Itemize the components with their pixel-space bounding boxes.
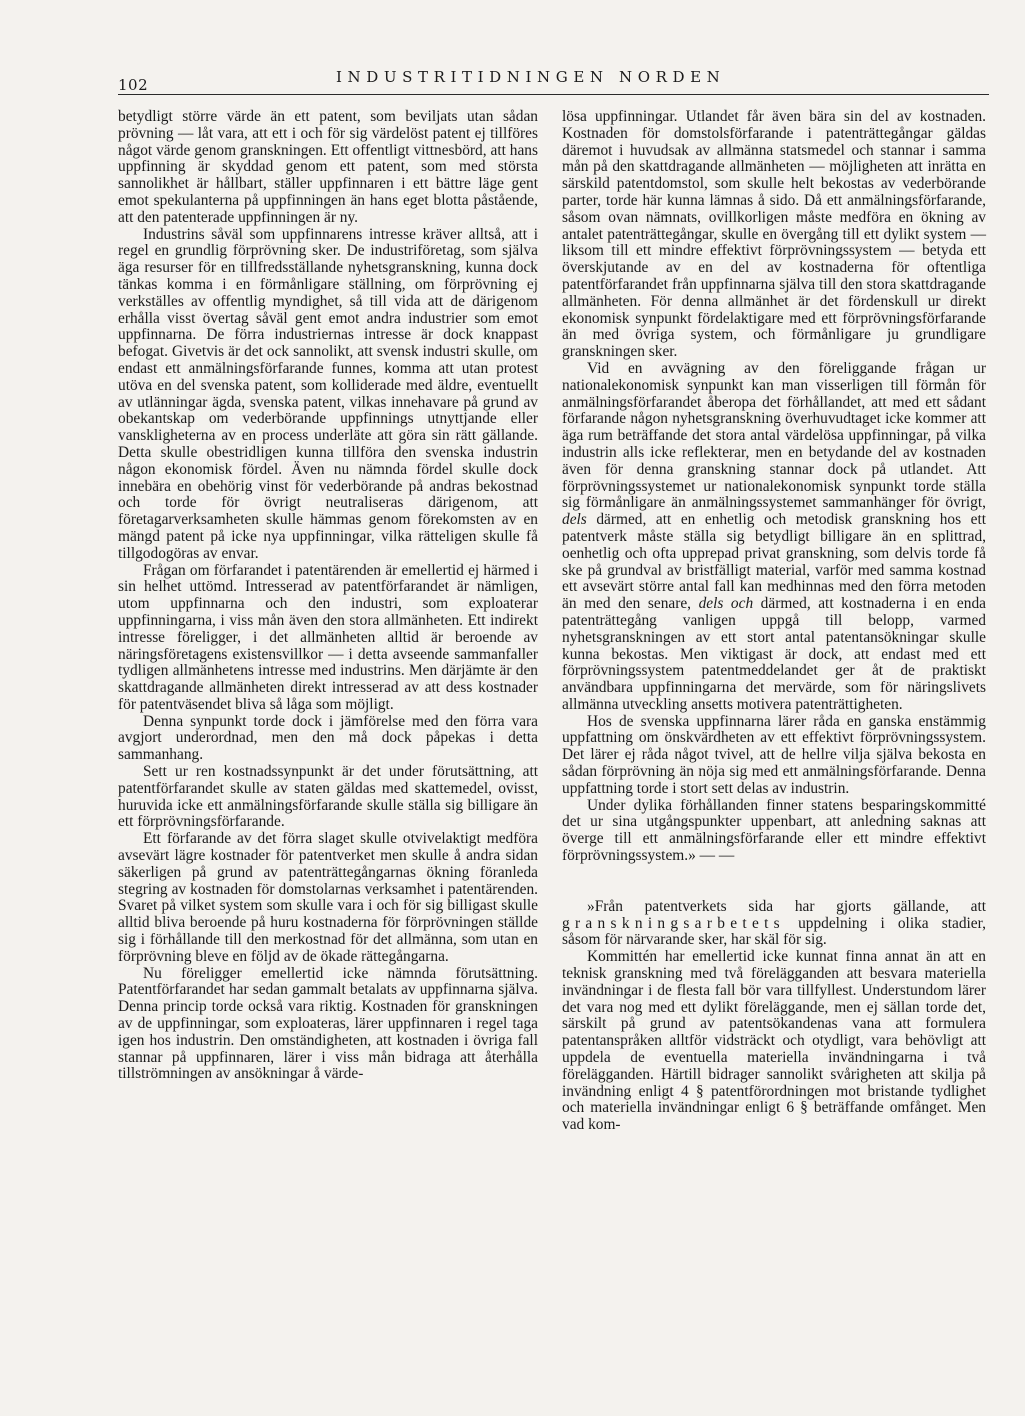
paragraph bbox=[562, 361, 986, 714]
right-column bbox=[562, 109, 986, 1134]
italic-text: dels och bbox=[698, 595, 754, 613]
paragraph: Sett ur ren kostnadssynpunkt är det under förutsättning, att patentförfarandet skulle av staten gäldas med skattemedel, ovisst, huruvida icke ett anmälningsförfarande skulle ställa sig billigare än ett förprövningsförfarande. bbox=[118, 763, 538, 831]
paragraph: betydligt större värde än ett patent, som beviljats utan sådan prövning — låt vara, att ett i och för sig värdelöst patent ej tillföres något värde genom granskningen. Ett offentligt vittnesbörd, att hans uppfinning är skyddad genom ett patent, som med största sannolikhet är hållbart, ställer uppfinnaren i ett bättre läge gent emot spekulanterna på uppfinningen än hans eget blotta påstående, att den patenterade uppfinningen är ny. bbox=[118, 108, 538, 226]
page-number: 102 bbox=[118, 76, 149, 94]
paragraph: Denna synpunkt torde dock i jämförelse med den förra vara avgjort underordnad, men den må dock påpekas i detta sammanhang. bbox=[118, 712, 538, 764]
text-run: därmed, att kostnaderna i en enda patenträttegång vanligen uppgå till belopp, varmed nyhetsgranskningen av ett stort antal patentansökningar skulle kunna bekostas. Men viktigast är dock, att endast med ett förprövningssystem patentmeddelandet ger åt de praktiskt användbara uppfinningarna det mervärde, som för näringslivets allmänna utveckling ansetts motivera patenträttigheten. bbox=[562, 595, 986, 713]
paragraph: Kommittén har emellertid icke kunnat finna annat än att en teknisk granskning med två förelägganden att besvara materiella invändningar i de flesta fall bör vara tillfyllest. Understundom lärer det vara nog med ett dylikt föreläggande, men ej sällan torde det, särskilt på grund av patentsökandenas vana att formulera patentanspråken alltför vidsträckt och otydligt, vara behövligt att uppdela de eventuella materiella invändningarna i två förelägganden. Härtill bidrager sannolikt svårigheten att skilja på invändning enligt 4 § patentförordningen mot bristande tydlighet och materiella invändningar enligt 6 § beträffande omfånget. Men vad kom- bbox=[562, 948, 986, 1134]
paragraph: Frågan om förfarandet i patentärenden är emellertid ej härmed i sin helhet uttömd. Intresserad av patentförfarandet är nämligen, utom uppfinnarna och den industri, som exploaterar uppfinningarna, i viss mån även den stora allmänheten. Ett indirekt intresse föreligger, i det allmänheten alltid är beroende av näringsföretagens existensvillkor — i detta avseende sammanfaller tydligen allmänhetens intresse med industrins. Men därjämte är den skattdragande allmänheten direkt intresserad av att dess kostnader för patentväsendet bliva så låga som möjligt. bbox=[118, 561, 538, 713]
quote-paragraph bbox=[562, 899, 986, 949]
running-head: INDUSTRITIDNINGEN NORDEN bbox=[336, 68, 726, 86]
paragraph: Under dylika förhållanden finner statens besparingskommitté det ur sina utgångspunkter uppenbart, att anledning saknas att överge till ett anmälningsförfarande eller ett mindre effektivt förprövningssystem.» — — bbox=[562, 796, 986, 865]
paragraph: lösa uppfinningar. Utlandet får även bära sin del av kostnaden. Kostnaden för domstolsförfarande i patenträttegångar gäldas däremot i huvudsak av allmänna statsmedel och stannar i samma mån på den skattdragande allmänheten — möjligheten att inrätta en särskild patentdomstol, som skulle helt bekostas av vederbörande parter, torde här kunna lämnas å sido. Då ett anmälningsförfarande, såsom ovan nämnats, ovillkorligen måste medföra en ökning av antalet patenträttegångar, skulle en övergång till ett dylikt system — liksom till ett mindre effektivt förprövningssystem — betyda ett överskjutande av en del av kostnaderna för oftentliga patentförfarandet från uppfinnarna själva till den stora skattdragande allmänheten. För denna allmänhet är det fördenskull ur direkt ekonomisk synpunkt fördelaktigare med ett förprövningsförfarande än med övriga system, och förmånligare ju grundligare granskningen sker. bbox=[562, 108, 986, 361]
left-column bbox=[118, 109, 538, 1083]
spaced-text: granskningsarbetets bbox=[562, 914, 785, 932]
paragraph: Nu föreligger emellertid icke nämnda förutsättning. Patentförfarandet har sedan gammalt betalats av uppfinnarna själva. Denna princip torde också vara riktig. Kostnaden för granskningen av de uppfinningar, som exploateras, lärer uppfinnaren i regel taga igen hos industrin. Den omständigheten, att kostnaden i övriga fall stannar på uppfinnaren, lärer i viss mån bidraga att återhålla tillströmningen av ansökningar å värde- bbox=[118, 964, 538, 1083]
header-rule bbox=[118, 94, 989, 95]
paragraph: Industrins såväl som uppfinnarens intresse kräver alltså, att i regel en grundlig förprövning sker. De industriföretag, som själva äga resurser för en tillfredsställande nyhetsgranskning, kunna dock tänkas komma i en förmånligare ställning, om förprövning ej verkställes av offentlig myndighet, så till vida att de därigenom erhålla visst övertag såväl gent emot andra industrier som emot uppfinnarna. De förra industriernas intresse är dock knappast befogat. Givetvis är det ock sannolikt, att svensk industri skulle, om endast ett anmälningsförfarande funnes, komma att utan protest utöva en del svenska patent, som kolliderade med äldre, eventuellt av utlänningar ägda, svenska patent, vilkas innehavare på grund av obekantskap om vederbörande uppfinnings utnyttjande eller vanskligheterna av en process underläte att göra sin rätt gällande. Detta skulle obestridligen kunna tillföra den svenska industrin någon ekonomisk fördel. Även nu nämnda fördel skulle dock innebära en obehörig vinst för vederbörande på andras bekostnad och torde för övrigt neutraliseras därigenom, att företagarverksamheten skulle hämmas genom förekomsten av en mängd patent på icke nya uppfinningar, vilka rätteligen skulle få tillgodogöras av envar. bbox=[118, 225, 538, 562]
paragraph: Hos de svenska uppfinnarna lärer råda en ganska enstämmig uppfattning om önskvärdheten av ett effektivt förprövningssystem. Det lärer ej råda något tvivel, att de hellre vilja själva bekosta en sådan förprövning än nöja sig med ett anmälningsförfarande. Denna uppfattning torde i stort sett delas av industrin. bbox=[562, 712, 986, 797]
text-run: därmed, att en enhetlig och metodisk granskning hos ett patentverk måste ställa sig betydligt billigare än en splittrad, oenhetlig och ofta upprepad privat granskning, som delvis torde få ske på grundval av bristfälligt material, varför med samma kostnad ett avsevärt större antal fall kan medhinnas med den förra metoden än med den senare, bbox=[562, 511, 986, 613]
text-run: uppdelning i olika stadier, såsom för närvarande sker, har skäl för sig. bbox=[562, 914, 986, 949]
text-run: Vid en avvägning av den föreliggande frågan ur nationalekonomisk synpunkt kan man visserligen till förmån för anmälningsförfarandet åberopa det förhållandet, att med ett sådant förfarande någon nyhetsgranskning överhuvudtaget icke kommer att äga rum beträffande det stora antal värdelösa uppfinningar, på vilka industrin alls icke reflekterar, men en betydande del av kostnaden även för denna granskning stannar dock på utlandet. Att förprövningssystemet ur nationalekonomisk synpunkt torde ställa sig förmånligare än anmälningssystemet sammanhänger för övrigt, bbox=[562, 359, 986, 512]
paragraph: Ett förfarande av det förra slaget skulle otvivelaktigt medföra avsevärt lägre kostnader för patentverket men skulle å andra sidan säkerligen på grund av patenträttegångarnas ökning föranleda stegring av kostnaden för domstolarnas verksamhet i patentärenden. Svaret på vilket system som skulle vara i och för sig billigast skulle alltid bliva beroende på huru kostnaderna för förprövningen ställde sig i förhållande till den merkostnad för det allmänna, som utan en förprövning bleve en följd av de ökade rättegångarna. bbox=[118, 830, 538, 965]
italic-text: dels bbox=[562, 511, 587, 529]
text-run: »Från patentverkets sida har gjorts gällande, att bbox=[587, 897, 986, 915]
